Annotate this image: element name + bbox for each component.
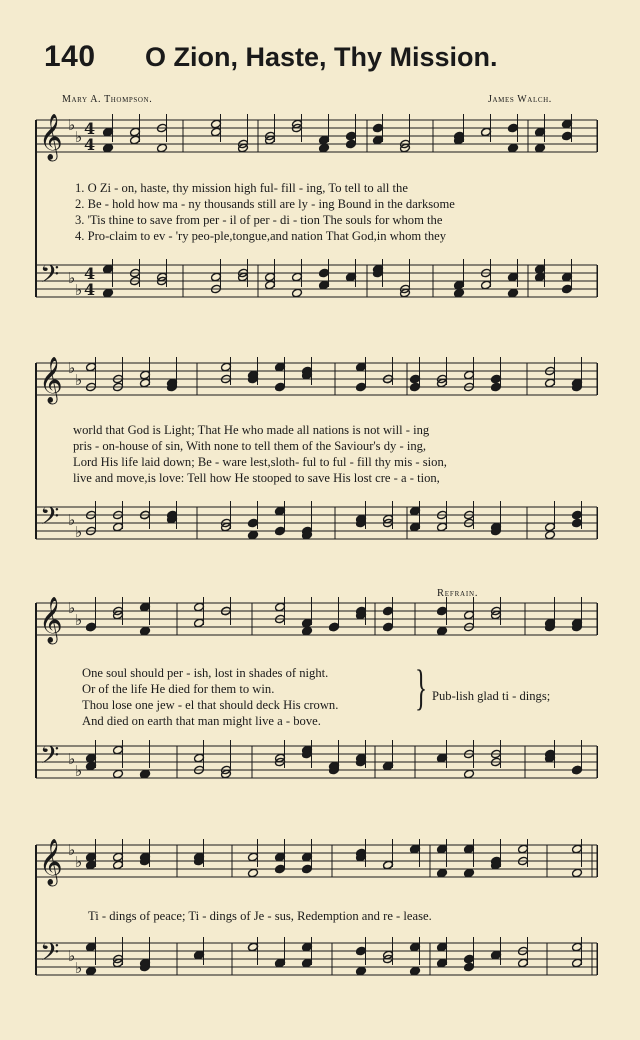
- notehead: [140, 626, 151, 636]
- flat-sign-icon: ♭: [68, 269, 76, 287]
- verse-4-line-2: live and move,is love: Tell how He stooped to save His lost cre - a - tion,: [73, 471, 440, 485]
- refrain-first-line: Pub-lish glad ti - dings;: [432, 689, 551, 703]
- notehead: [464, 769, 475, 779]
- flat-sign-icon: ♭: [68, 599, 76, 617]
- treble-clef-icon: 𝄞: [39, 839, 63, 885]
- notehead: [103, 143, 114, 153]
- flat-sign-icon: ♭: [68, 841, 76, 859]
- flat-sign-icon: ♭: [68, 116, 76, 134]
- bass-clef-icon: 𝄢: [40, 938, 60, 973]
- notehead: [248, 530, 259, 540]
- flat-sign-icon: ♭: [68, 511, 76, 529]
- verse-1-line-3: One soul should per - ish, lost in shades of night.: [82, 666, 329, 680]
- flat-sign-icon: ♭: [75, 128, 83, 146]
- notehead: [508, 143, 519, 153]
- time-signature: 4: [84, 119, 96, 138]
- notehead: [356, 966, 367, 976]
- notehead: [410, 966, 421, 976]
- refrain-final-line: Ti - dings of peace; Ti - dings of Je - sus, Redemption and re - lease.: [88, 909, 432, 923]
- refrain-label: Refrain.: [437, 588, 479, 599]
- verse-2-line-2: pris - on-house of sin, With none to tell them of the Saviour's dy - ing,: [73, 439, 427, 453]
- hymn-number: 140: [44, 40, 96, 73]
- verse-3-line-2: Lord His life laid down; Be - ware lest,sloth- ful to ful - fill thy mis - sion,: [73, 455, 447, 469]
- composer-credit: James Walch.: [488, 94, 552, 105]
- notehead: [103, 288, 114, 298]
- notehead: [454, 288, 465, 298]
- flat-sign-icon: ♭: [68, 750, 76, 768]
- notehead: [437, 626, 448, 636]
- verse-3-line-3: Thou lose one jew - el that should deck His crown.: [82, 698, 339, 712]
- flat-sign-icon: ♭: [68, 947, 76, 965]
- notehead: [86, 966, 97, 976]
- notehead: [464, 868, 475, 878]
- flat-sign-icon: ♭: [68, 359, 76, 377]
- flat-sign-icon: ♭: [75, 371, 83, 389]
- time-signature: 4: [84, 135, 96, 154]
- notehead: [572, 868, 583, 878]
- flat-sign-icon: ♭: [75, 523, 83, 541]
- verse-1-line-2: world that God is Light; That He who made all nations is not will - ing: [73, 423, 430, 437]
- bass-clef-icon: 𝄢: [40, 260, 60, 295]
- notehead: [292, 288, 303, 298]
- flat-sign-icon: ♭: [75, 853, 83, 871]
- notehead: [535, 143, 546, 153]
- notehead: [437, 868, 448, 878]
- verse-2-line-3: Or of the life He died for them to win.: [82, 682, 275, 696]
- bass-clef-icon: 𝄢: [40, 741, 60, 776]
- treble-clef-icon: 𝄞: [39, 114, 63, 160]
- notehead: [302, 626, 313, 636]
- notehead: [140, 769, 151, 779]
- flat-sign-icon: ♭: [75, 959, 83, 977]
- lyricist-credit: Mary A. Thompson.: [62, 94, 153, 105]
- notehead: [319, 143, 330, 153]
- notehead: [157, 143, 168, 153]
- notehead: [248, 868, 259, 878]
- notehead: [545, 530, 556, 540]
- flat-sign-icon: ♭: [75, 281, 83, 299]
- verse-4-line-1: 4. Pro-claim to ev - 'ry peo-ple,tongue,and nation That God,in whom they: [75, 229, 447, 243]
- treble-clef-icon: 𝄞: [39, 357, 63, 403]
- time-signature: 4: [84, 264, 96, 283]
- verse-4-line-3: And died on earth that man might live a - bove.: [82, 714, 321, 728]
- notehead: [113, 769, 124, 779]
- treble-clef-icon: 𝄞: [39, 597, 63, 643]
- bass-clef-icon: 𝄢: [40, 502, 60, 537]
- notehead: [508, 288, 519, 298]
- verse-3-line-1: 3. 'Tis thine to save from per - il of per - di - tion The souls for whom the: [75, 213, 443, 227]
- hymn-title: O Zion, Haste, Thy Mission.: [145, 42, 498, 72]
- verse-1-line-1: 1. O Zi - on, haste, thy mission high ful- fill - ing, To tell to all the: [75, 181, 408, 195]
- verse-2-line-1: 2. Be - hold how ma - ny thousands still are ly - ing Bound in the darksome: [75, 197, 455, 211]
- time-signature: 4: [84, 280, 96, 299]
- flat-sign-icon: ♭: [75, 611, 83, 629]
- flat-sign-icon: ♭: [75, 762, 83, 780]
- refrain-brace: }: [415, 659, 427, 715]
